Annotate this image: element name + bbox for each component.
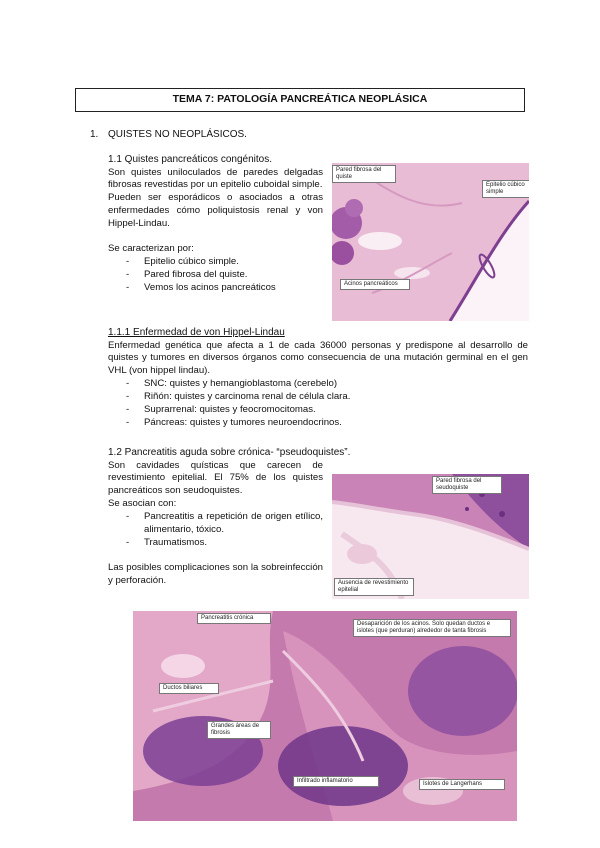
- list-item: - Vemos los acinos pancreáticos: [108, 282, 323, 295]
- section-1-1-heading: 1.1 Quistes pancreáticos congénitos.: [108, 154, 272, 165]
- label-biliary-ducts: Ductos biliares: [159, 683, 219, 694]
- label-acini: Acinos pancreáticos: [340, 279, 410, 290]
- list-item: - Traumatismos.: [108, 537, 323, 550]
- section-heading: [90, 128, 247, 142]
- section-1-2-heading: 1.2 Pancreatitis aguda sobre crónica- “pseudoquistes”.: [108, 447, 351, 458]
- page-title: TEMA 7: PATOLOGÍA PANCREÁTICA NEOPLÁSICA: [75, 88, 525, 112]
- label-acini-loss: Desaparición de los acinos. Solo quedan ductos e islotes (que perduran) alrededor de tanta fibrosis: [353, 619, 511, 637]
- list-item: - Suprarrenal: quistes y feocromocitomas.: [108, 404, 528, 417]
- list-item: - SNC: quistes y hemangioblastoma (cerebelo): [108, 378, 528, 391]
- section-title: QUISTES NO NEOPLÁSICOS.: [108, 129, 247, 140]
- label-fibrosis: Grandes áreas de fibrosis: [207, 721, 271, 739]
- list-item: - Riñón: quistes y carcinoma renal de célula clara.: [108, 391, 528, 404]
- s11-list: [108, 256, 323, 295]
- s11-para1: Son quistes uniloculados de paredes delgadas fibrosas revestidas por un epitelio cuboidal simple.: [108, 166, 323, 191]
- s11-para2: Pueden ser esporádicos o asociados a otras enfermedades cómo poliquistosis renal y von Hippel-Lindau.: [108, 192, 323, 230]
- s111-para: Enfermedad genética que afecta a 1 de cada 36000 personas y predispone al desarrollo de quistes y tumores en diversos órganos como consecuencia de una mutación germinal en el gen VHL (von hippel lindau).: [108, 339, 528, 377]
- list-item: - Pared fibrosa del quiste.: [108, 269, 323, 282]
- section-number: 1.: [90, 129, 99, 140]
- figure-chronic-pancreatitis: [133, 611, 517, 821]
- figure-pseudocyst: [332, 474, 529, 599]
- label-chronic-pancreatitis: Pancreatitis crónica: [197, 613, 271, 624]
- s12-list: [108, 511, 323, 550]
- s12-para3: Las posibles complicaciones son la sobreinfección y perforación.: [108, 562, 323, 586]
- list-item: - Páncreas: quistes y tumores neuroendocrinos.: [108, 417, 528, 430]
- figure-congenital-cyst: [332, 163, 529, 321]
- section-1-1-1-heading: 1.1.1 Enfermedad de von Hippel-Lindau: [108, 327, 285, 338]
- label-inflammatory-infiltrate: Infiltrado inflamatorio: [293, 776, 379, 787]
- s12-para2: Se asocian con:: [108, 498, 177, 510]
- section-1-1-1: [108, 326, 528, 430]
- list-item: - Pancreatitis a repetición de origen etílico, alimentario, tóxico.: [108, 511, 323, 537]
- label-cyst-wall: Pared fibrosa del quiste: [332, 165, 396, 183]
- label-simple-epithelium: Epitelio cúbico simple: [482, 180, 529, 198]
- label-pseudocyst-wall: Pared fibrosa del seudoquiste: [432, 476, 502, 494]
- label-langerhans-islets: Islotes de Langerhans: [419, 779, 505, 790]
- section-1-2: [108, 446, 351, 588]
- section-1-1: [108, 153, 323, 295]
- s12-para1: Son cavidades quísticas que carecen de revestimiento epitelial. El 75% de los quistes pancreáticos son seudoquistes.: [108, 459, 323, 497]
- list-item: - Epitelio cúbico simple.: [108, 256, 323, 269]
- s111-list: [108, 378, 528, 430]
- label-no-epithelium: Ausencia de revestimiento epitelial: [334, 578, 414, 596]
- s11-para3: Se caracterizan por:: [108, 243, 194, 255]
